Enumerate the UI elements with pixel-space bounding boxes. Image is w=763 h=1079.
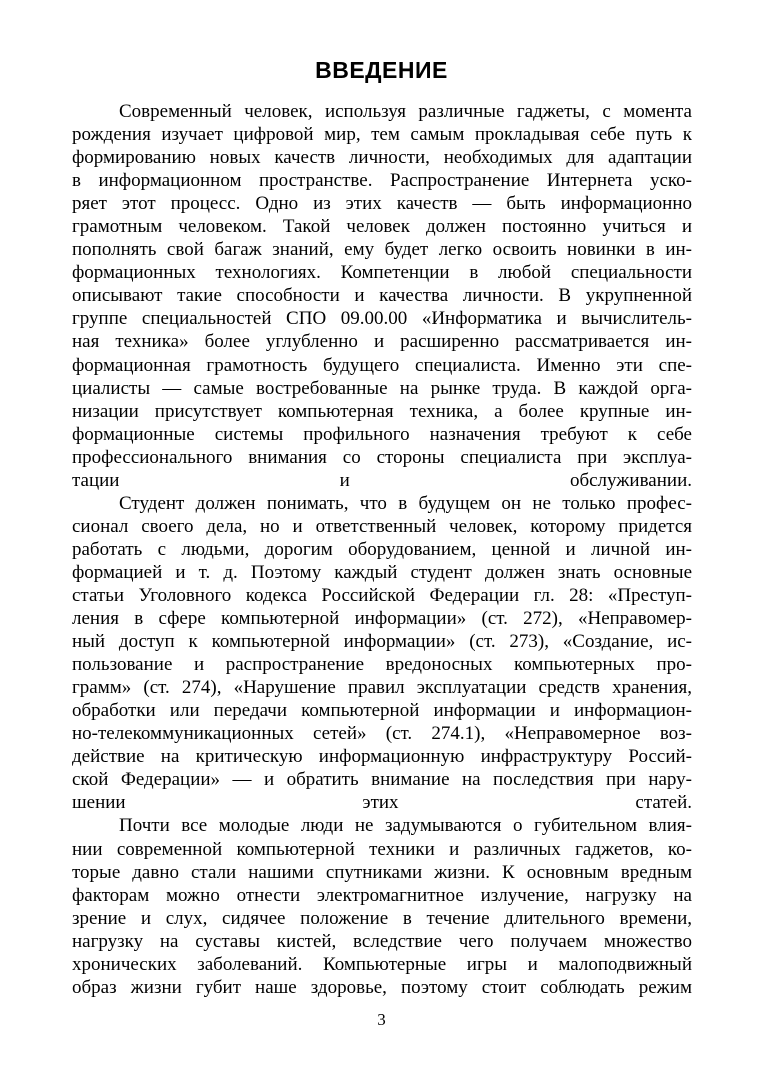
text-line: но-телекоммуникационных сетей» (ст. 274.1), «Неправомерное воз- <box>72 723 692 745</box>
text-line: нии современной компьютерной техники и различных гаджетов, ко- <box>72 838 692 860</box>
text-line: статьи Уголовного кодекса Российской Федерации гл. 28: «Преступ- <box>72 584 692 606</box>
text-line: обработки или передачи компьютерной информации и информацион- <box>72 700 692 722</box>
body-text <box>72 100 692 999</box>
text-line: Современный человек, используя различные гаджеты, с момента <box>119 101 692 122</box>
text-line: пользование и распространение вредоносных компьютерных про- <box>72 654 692 676</box>
text-line: группе специальностей СПО 09.00.00 «Информатика и вычислитель- <box>72 308 692 330</box>
text-line: шении этих статей. <box>72 792 692 814</box>
text-line: ления в сфере компьютерной информации» (ст. 272), «Неправомер- <box>72 608 692 630</box>
text-line: циалисты — самые востребованные на рынке труда. В каждой орга- <box>72 377 692 399</box>
text-line: описывают такие способности и качества личности. В укрупненной <box>72 285 692 307</box>
page-title: ВВЕДЕНИЕ <box>315 57 448 83</box>
text-line: хронических заболеваний. Компьютерные игры и малоподвижный <box>72 953 692 975</box>
text-line: нагрузку на суставы кистей, вследствие чего получаем множество <box>72 930 692 952</box>
paragraph-1 <box>72 100 692 492</box>
paragraph-3 <box>72 814 692 998</box>
text-line: профессионального внимания со стороны специалиста при эксплуа- <box>72 446 692 468</box>
paragraph-2 <box>72 492 692 815</box>
text-line: Студент должен понимать, что в будущем он не только профес- <box>119 492 692 514</box>
paragraph-last-line <box>72 976 692 999</box>
text-line: действие на критическую информационную инфраструктуру Россий- <box>72 746 692 768</box>
paragraph-last-line <box>72 469 692 492</box>
text-line: формационных технологиях. Компетенции в любой специальности <box>72 262 692 284</box>
page-number: 3 <box>377 1010 386 1029</box>
text-line: ный доступ к компьютерной информации» (ст. 273), «Создание, ис- <box>72 631 692 653</box>
text-line: образ жизни губит наше здоровье, поэтому стоит соблюдать режим <box>72 976 692 998</box>
text-line: торые давно стали нашими спутниками жизни. К основным вредным <box>72 861 692 883</box>
text-line: тации и обслуживании. <box>72 469 692 491</box>
text-line: Почти все молодые люди не задумываются о губительном влия- <box>119 815 692 837</box>
text-line: грамм» (ст. 274), «Нарушение правил эксплуатации средств хранения, <box>72 677 692 699</box>
text-line: формированию новых качеств личности, необходимых для адаптации <box>72 147 692 169</box>
text-line: зрение и слух, сидячее положение в течение длительного времени, <box>72 907 692 929</box>
text-line: факторам можно отнести электромагнитное излучение, нагрузку на <box>72 884 692 906</box>
text-line: формационные системы профильного назначения требуют к себе <box>72 423 692 445</box>
paragraph-last-line <box>72 791 692 814</box>
text-line: сионал своего дела, но и ответственный человек, которому придется <box>72 515 692 537</box>
text-line: пополнять свой багаж знаний, ему будет легко освоить новинки в ин- <box>72 239 692 261</box>
text-line: ской Федерации» — и обратить внимание на последствия при нару- <box>72 769 692 791</box>
text-line: формационная грамотность будущего специалиста. Именно эти спе- <box>72 354 692 376</box>
text-line: грамотным человеком. Такой человек должен постоянно учиться и <box>72 216 692 238</box>
text-line: в информационном пространстве. Распространение Интернета уско- <box>72 170 692 192</box>
text-line: работать с людьми, дорогим оборудованием, ценной и личной ин- <box>72 538 692 560</box>
text-line: ряет этот процесс. Одно из этих качеств — быть информационно <box>72 193 692 215</box>
text-line: формацией и т. д. Поэтому каждый студент должен знать основные <box>72 561 692 583</box>
text-line: низации присутствует компьютерная техника, а более крупные ин- <box>72 400 692 422</box>
text-line: ная техника» более углубленно и расширенно рассматривается ин- <box>72 331 692 353</box>
text-line: рождения изучает цифровой мир, тем самым прокладывая себе путь к <box>72 124 692 146</box>
